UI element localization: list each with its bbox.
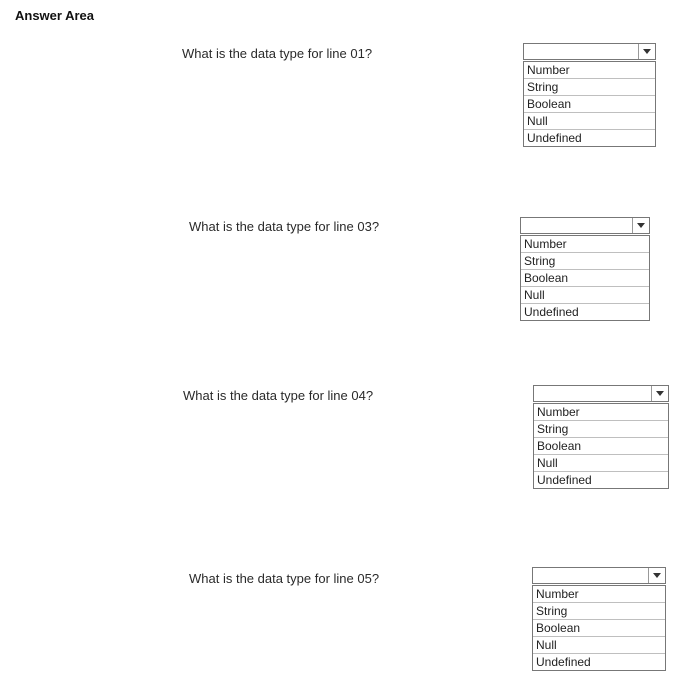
option-list [533,403,669,489]
option-list [520,235,650,321]
question-line-03: What is the data type for line 03? [189,219,380,234]
option-string[interactable]: String [534,421,668,438]
option-number[interactable]: Number [533,586,665,603]
chevron-down-icon[interactable] [648,568,665,583]
option-list [523,61,656,147]
option-boolean[interactable]: Boolean [533,620,665,637]
option-undefined[interactable]: Undefined [524,305,579,319]
dropdown-line-04[interactable] [533,385,669,489]
option-number[interactable]: Number [534,404,668,421]
option-string[interactable]: String [521,253,649,270]
question-line-05: What is the data type for line 05? [189,571,380,586]
option-undefined[interactable]: Undefined [537,473,592,487]
option-null[interactable]: Null [521,287,649,304]
option-number[interactable]: Number [524,62,655,79]
select-box[interactable] [520,217,650,234]
question-line-01: What is the data type for line 01? [182,46,373,61]
answer-area-heading: Answer Area [15,8,94,23]
dropdown-line-01[interactable] [523,43,656,147]
option-string[interactable]: String [533,603,665,620]
question-line-04: What is the data type for line 04? [183,388,374,403]
option-undefined[interactable]: Undefined [527,131,582,145]
option-boolean[interactable]: Boolean [534,438,668,455]
option-string[interactable]: String [524,79,655,96]
option-undefined[interactable]: Undefined [536,655,591,669]
dropdown-line-05[interactable] [532,567,666,671]
chevron-down-icon[interactable] [651,386,668,401]
chevron-down-icon[interactable] [638,44,655,59]
chevron-down-icon[interactable] [632,218,649,233]
option-boolean[interactable]: Boolean [524,96,655,113]
select-box[interactable] [523,43,656,60]
select-box[interactable] [533,385,669,402]
option-boolean[interactable]: Boolean [521,270,649,287]
select-box[interactable] [532,567,666,584]
dropdown-line-03[interactable] [520,217,650,321]
option-number[interactable]: Number [521,236,649,253]
option-list [532,585,666,671]
option-null[interactable]: Null [534,455,668,472]
option-null[interactable]: Null [524,113,655,130]
option-null[interactable]: Null [533,637,665,654]
